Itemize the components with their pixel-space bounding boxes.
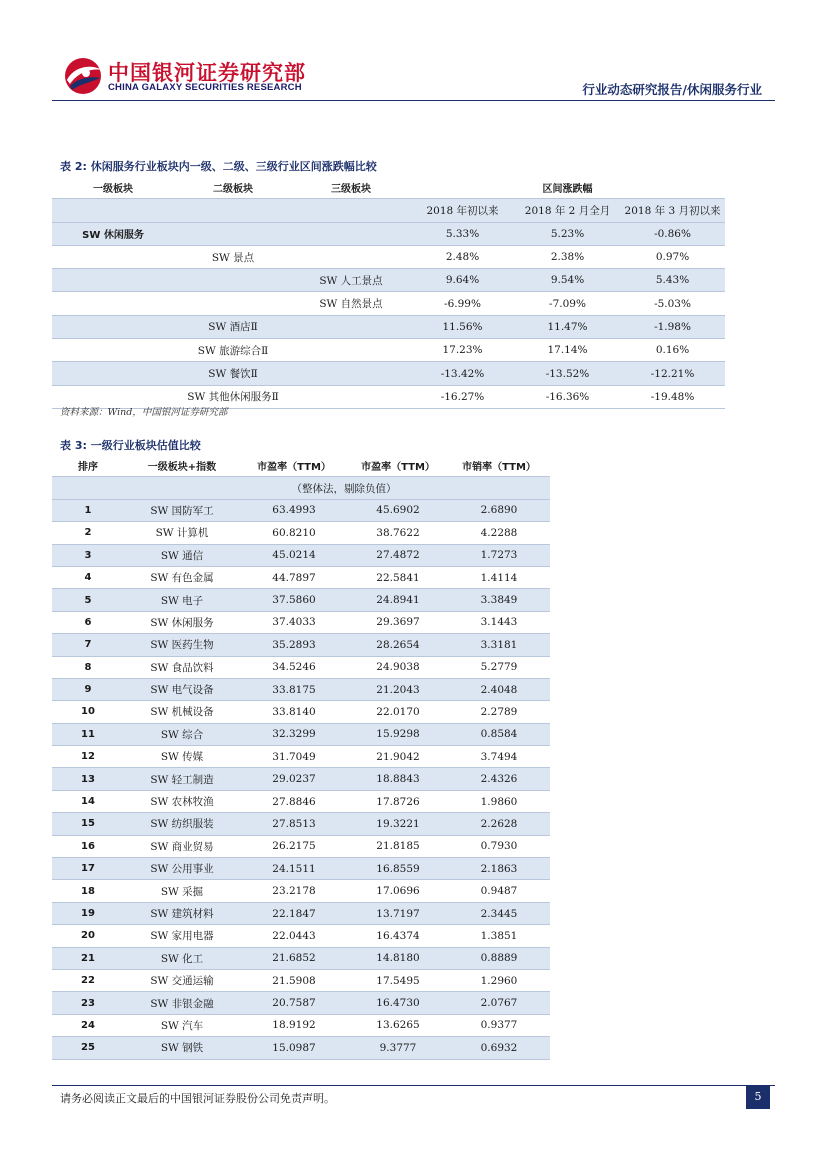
table3-sector-cell: SW 建筑材料 [124,902,240,924]
table2-l3-cell [292,245,410,268]
header-divider [52,100,775,101]
table3-rank-cell: 19 [52,902,124,924]
table3-rank-cell: 2 [52,522,124,544]
table2-value-cell: 5.23% [515,222,620,245]
table2-subheader-cell: 2018 年 3 月初以来 [620,199,725,222]
table2-caption-text: 休闲服务行业板块内一级、二级、三级行业区间涨跌幅比较 [90,160,377,173]
table3-pe-cell: 22.5841 [348,566,448,588]
table2-value-cell: -0.86% [620,222,725,245]
table3-ps-cell: 2.4048 [448,678,550,700]
table2-value-cell: 17.14% [515,339,620,362]
table-row [52,723,550,745]
table3-sector-cell: SW 国防军工 [124,499,240,521]
table3-rank-cell: 7 [52,634,124,656]
table3-pe-cell: 37.5860 [240,589,348,611]
table2-l2-cell [174,222,292,245]
table3-ps-cell: 0.8584 [448,723,550,745]
table3-ps-cell: 2.4326 [448,768,550,790]
table-row [52,566,550,588]
table3-ps-cell: 1.2960 [448,969,550,991]
table3-pe-cell: 27.8513 [240,813,348,835]
table-row [52,925,550,947]
table3-pe-cell: 22.0170 [348,701,448,723]
table2-l3-cell: SW 人工景点 [292,269,410,292]
table3-rank-cell: 23 [52,992,124,1014]
table2-subheader-cell: 2018 年 2 月全月 [515,199,620,222]
table-row [52,522,550,544]
table-row [52,362,725,385]
table3-ps-cell: 1.3851 [448,925,550,947]
footer-divider [52,1085,775,1086]
table3-sector-cell: SW 家用电器 [124,925,240,947]
table3-sector-cell: SW 计算机 [124,522,240,544]
table-row [52,768,550,790]
table3-sector-cell: SW 休闲服务 [124,611,240,633]
table3-ps-cell: 3.3181 [448,634,550,656]
table-row [52,1014,550,1036]
table3-header-cell: 排序 [52,455,124,477]
table2-value-cell: 0.97% [620,245,725,268]
table-row [52,611,550,633]
table3-rank-cell: 5 [52,589,124,611]
table2-value-cell: -19.48% [620,385,725,408]
table3-pe-cell: 34.5246 [240,656,348,678]
table3-sector-cell: SW 采掘 [124,880,240,902]
table3-pe-cell: 16.4730 [348,992,448,1014]
table3-ps-cell: 2.2628 [448,813,550,835]
table3-sector-cell: SW 非银金融 [124,992,240,1014]
table3-rank-cell: 11 [52,723,124,745]
table-row [52,790,550,812]
table2-l1-cell [52,362,174,385]
table2-l2-cell [174,269,292,292]
table2-l1-cell [52,339,174,362]
table3-ps-cell: 2.1863 [448,858,550,880]
table3-sector-cell: SW 机械设备 [124,701,240,723]
table3-rank-cell: 22 [52,969,124,991]
table3-sector-cell: SW 综合 [124,723,240,745]
table3-header-cell: 市销率（TTM） [448,455,550,477]
table3-ps-cell: 4.2288 [448,522,550,544]
table3-pe-cell: 15.0987 [240,1037,348,1059]
table3-pe-cell: 33.8140 [240,701,348,723]
table3-sector-cell: SW 农林牧渔 [124,790,240,812]
table3-pe-cell: 18.8843 [348,768,448,790]
table3-pe-cell: 17.8726 [348,790,448,812]
table3-sector-cell: SW 公用事业 [124,858,240,880]
table3-pe-cell: 21.2043 [348,678,448,700]
table3-rank-cell: 17 [52,858,124,880]
table2-l2-cell: SW 其他休闲服务Ⅱ [174,385,292,408]
table3-valuation [52,455,550,1060]
table3-sector-cell: SW 电子 [124,589,240,611]
table3-pe-cell: 17.0696 [348,880,448,902]
table-row [52,292,725,315]
table2-caption-number: 表 2: [60,160,87,173]
table3-sector-cell: SW 纺织服装 [124,813,240,835]
table3-ps-cell: 1.9860 [448,790,550,812]
table-row [52,992,550,1014]
table3-pe-cell: 26.2175 [240,835,348,857]
table2-sector-returns [52,176,725,409]
table2-value-cell: -12.21% [620,362,725,385]
table2-value-cell: -13.52% [515,362,620,385]
table2-value-cell: 9.54% [515,269,620,292]
table-row [52,902,550,924]
table3-pe-cell: 15.9298 [348,723,448,745]
table3-caption [60,437,201,453]
table-row [52,746,550,768]
table2-value-cell: -16.36% [515,385,620,408]
table2-l1-cell [52,292,174,315]
table3-sector-cell: SW 汽车 [124,1014,240,1036]
page-number: 5 [746,1085,770,1109]
table-row [52,969,550,991]
table2-value-cell: -16.27% [410,385,515,408]
table2-l3-cell: SW 自然景点 [292,292,410,315]
table3-header-cell: 市盈率（TTM） [240,455,348,477]
table-row [52,315,725,338]
table2-l1-cell [52,315,174,338]
table3-pe-cell: 20.7587 [240,992,348,1014]
table3-header-cell: 市盈率（TTM） [348,455,448,477]
table3-rank-cell: 21 [52,947,124,969]
table3-pe-cell: 16.4374 [348,925,448,947]
table3-sector-cell: SW 轻工制造 [124,768,240,790]
table-row [52,1037,550,1059]
table2-header-cell: 三级板块 [292,176,410,199]
table3-caption-text: 一级行业板块估值比较 [90,439,201,452]
table3-rank-cell: 13 [52,768,124,790]
table3-pe-cell: 13.6265 [348,1014,448,1036]
table3-rank-cell: 8 [52,656,124,678]
table3-sector-cell: SW 化工 [124,947,240,969]
table3-ps-cell: 2.3445 [448,902,550,924]
table2-caption [60,158,377,174]
table2-value-cell: -6.99% [410,292,515,315]
table3-rank-cell: 16 [52,835,124,857]
table2-l2-cell: SW 景点 [174,245,292,268]
table2-l3-cell [292,222,410,245]
table3-ps-cell: 1.4114 [448,566,550,588]
table3-ps-cell: 0.9377 [448,1014,550,1036]
table3-sector-cell: SW 食品饮料 [124,656,240,678]
table3-rank-cell: 25 [52,1037,124,1059]
table3-pe-cell: 38.7622 [348,522,448,544]
table-row [52,947,550,969]
table3-header-cell: 一级板块+指数 [124,455,240,477]
table2-l2-cell: SW 餐饮Ⅱ [174,362,292,385]
table3-subheader-cell: （整体法，剔除负值） [240,477,448,499]
table3-rank-cell: 12 [52,746,124,768]
table2-l3-cell [292,339,410,362]
table3-pe-cell: 13.7197 [348,902,448,924]
table-row [52,835,550,857]
table2-value-cell: 5.43% [620,269,725,292]
table2-source-note: 资料来源：Wind，中国银河证券研究部 [60,407,228,418]
table3-ps-cell: 0.9487 [448,880,550,902]
table3-rank-cell: 3 [52,544,124,566]
table3-rank-cell: 10 [52,701,124,723]
table3-pe-cell: 21.6852 [240,947,348,969]
table3-sector-cell: SW 电气设备 [124,678,240,700]
table2-value-cell: -13.42% [410,362,515,385]
table2-l2-cell: SW 旅游综合Ⅱ [174,339,292,362]
table3-pe-cell: 27.4872 [348,544,448,566]
table3-pe-cell: 45.6902 [348,499,448,521]
table3-pe-cell: 19.3221 [348,813,448,835]
table3-ps-cell: 0.6932 [448,1037,550,1059]
table3-ps-cell: 2.6890 [448,499,550,521]
table3-ps-cell: 2.2789 [448,701,550,723]
table3-sector-cell: SW 商业贸易 [124,835,240,857]
table2-l2-cell [174,292,292,315]
table3-pe-cell: 44.7897 [240,566,348,588]
table3-pe-cell: 33.8175 [240,678,348,700]
table3-pe-cell: 37.4033 [240,611,348,633]
table3-pe-cell: 63.4993 [240,499,348,521]
table3-rank-cell: 14 [52,790,124,812]
table3-ps-cell: 1.7273 [448,544,550,566]
table3-sector-cell: SW 钢铁 [124,1037,240,1059]
table2-l3-cell [292,385,410,408]
table2-value-cell: 5.33% [410,222,515,245]
table-row [52,269,725,292]
table3-pe-cell: 22.1847 [240,902,348,924]
table3-ps-cell: 0.7930 [448,835,550,857]
table3-pe-cell: 24.9038 [348,656,448,678]
table3-pe-cell: 27.8846 [240,790,348,812]
table3-ps-cell: 3.1443 [448,611,550,633]
table3-pe-cell: 32.3299 [240,723,348,745]
table3-pe-cell: 18.9192 [240,1014,348,1036]
table2-l1-cell [52,245,174,268]
table-row [52,245,725,268]
table2-value-cell: 11.47% [515,315,620,338]
table3-rank-cell: 24 [52,1014,124,1036]
table2-value-cell: -7.09% [515,292,620,315]
table3-sector-cell: SW 通信 [124,544,240,566]
table3-sector-cell: SW 传媒 [124,746,240,768]
table3-pe-cell: 35.2893 [240,634,348,656]
table3-sector-cell: SW 交通运输 [124,969,240,991]
footer-disclaimer: 请务必阅读正文最后的中国银河证券股份公司免责声明。 [60,1092,335,1105]
table3-rank-cell: 6 [52,611,124,633]
table2-l3-cell [292,315,410,338]
brand-name-en: CHINA GALAXY SECURITIES RESEARCH [108,82,302,93]
report-type: 行业动态研究报告/休闲服务行业 [582,82,762,97]
brand-name-cn: 中国银河证券研究部 [108,61,306,85]
table3-subheader-row [52,477,550,499]
table3-pe-cell: 9.3777 [348,1037,448,1059]
table3-pe-cell: 16.8559 [348,858,448,880]
table3-rank-cell: 1 [52,499,124,521]
table-row [52,339,725,362]
table3-sector-cell: SW 医药生物 [124,634,240,656]
table3-pe-cell: 28.2654 [348,634,448,656]
table-row [52,589,550,611]
table2-value-cell: 9.64% [410,269,515,292]
table3-caption-number: 表 3: [60,439,87,452]
table2-value-cell: 17.23% [410,339,515,362]
table2-subheader-row [52,199,725,222]
table2-header-row [52,176,725,199]
table-row [52,656,550,678]
table2-value-cell: -5.03% [620,292,725,315]
table2-header-cell: 区间涨跌幅 [410,176,725,199]
table-row [52,858,550,880]
table3-ps-cell: 0.8889 [448,947,550,969]
table-row [52,813,550,835]
table3-pe-cell: 14.8180 [348,947,448,969]
table3-ps-cell: 5.2779 [448,656,550,678]
table3-rank-cell: 18 [52,880,124,902]
table2-value-cell: 0.16% [620,339,725,362]
galaxy-logo-icon [62,56,104,96]
table3-rank-cell: 9 [52,678,124,700]
table3-pe-cell: 29.0237 [240,768,348,790]
table-row [52,222,725,245]
table3-sector-cell: SW 有色金属 [124,566,240,588]
table3-pe-cell: 29.3697 [348,611,448,633]
table3-pe-cell: 21.9042 [348,746,448,768]
table3-ps-cell: 2.0767 [448,992,550,1014]
table3-pe-cell: 22.0443 [240,925,348,947]
table-row [52,701,550,723]
table3-ps-cell: 3.3849 [448,589,550,611]
table2-l2-cell: SW 酒店Ⅱ [174,315,292,338]
table2-header-cell: 二级板块 [174,176,292,199]
table2-value-cell: 2.48% [410,245,515,268]
table3-ps-cell: 3.7494 [448,746,550,768]
table-row [52,499,550,521]
table3-rank-cell: 4 [52,566,124,588]
table3-header-row [52,455,550,477]
table3-pe-cell: 31.7049 [240,746,348,768]
table3-pe-cell: 21.5908 [240,969,348,991]
table3-rank-cell: 15 [52,813,124,835]
table3-rank-cell: 20 [52,925,124,947]
table3-pe-cell: 21.8185 [348,835,448,857]
table2-value-cell: 11.56% [410,315,515,338]
table-row [52,880,550,902]
table-row [52,678,550,700]
table3-pe-cell: 60.8210 [240,522,348,544]
table2-l1-cell [52,269,174,292]
table-row [52,634,550,656]
table3-pe-cell: 17.5495 [348,969,448,991]
table3-pe-cell: 24.1511 [240,858,348,880]
table3-pe-cell: 23.2178 [240,880,348,902]
table3-pe-cell: 24.8941 [348,589,448,611]
table2-l1-cell: SW 休闲服务 [52,222,174,245]
table2-value-cell: -1.98% [620,315,725,338]
table3-pe-cell: 45.0214 [240,544,348,566]
table2-value-cell: 2.38% [515,245,620,268]
table2-header-cell: 一级板块 [52,176,174,199]
table2-l3-cell [292,362,410,385]
table-row [52,544,550,566]
table2-subheader-cell: 2018 年初以来 [410,199,515,222]
